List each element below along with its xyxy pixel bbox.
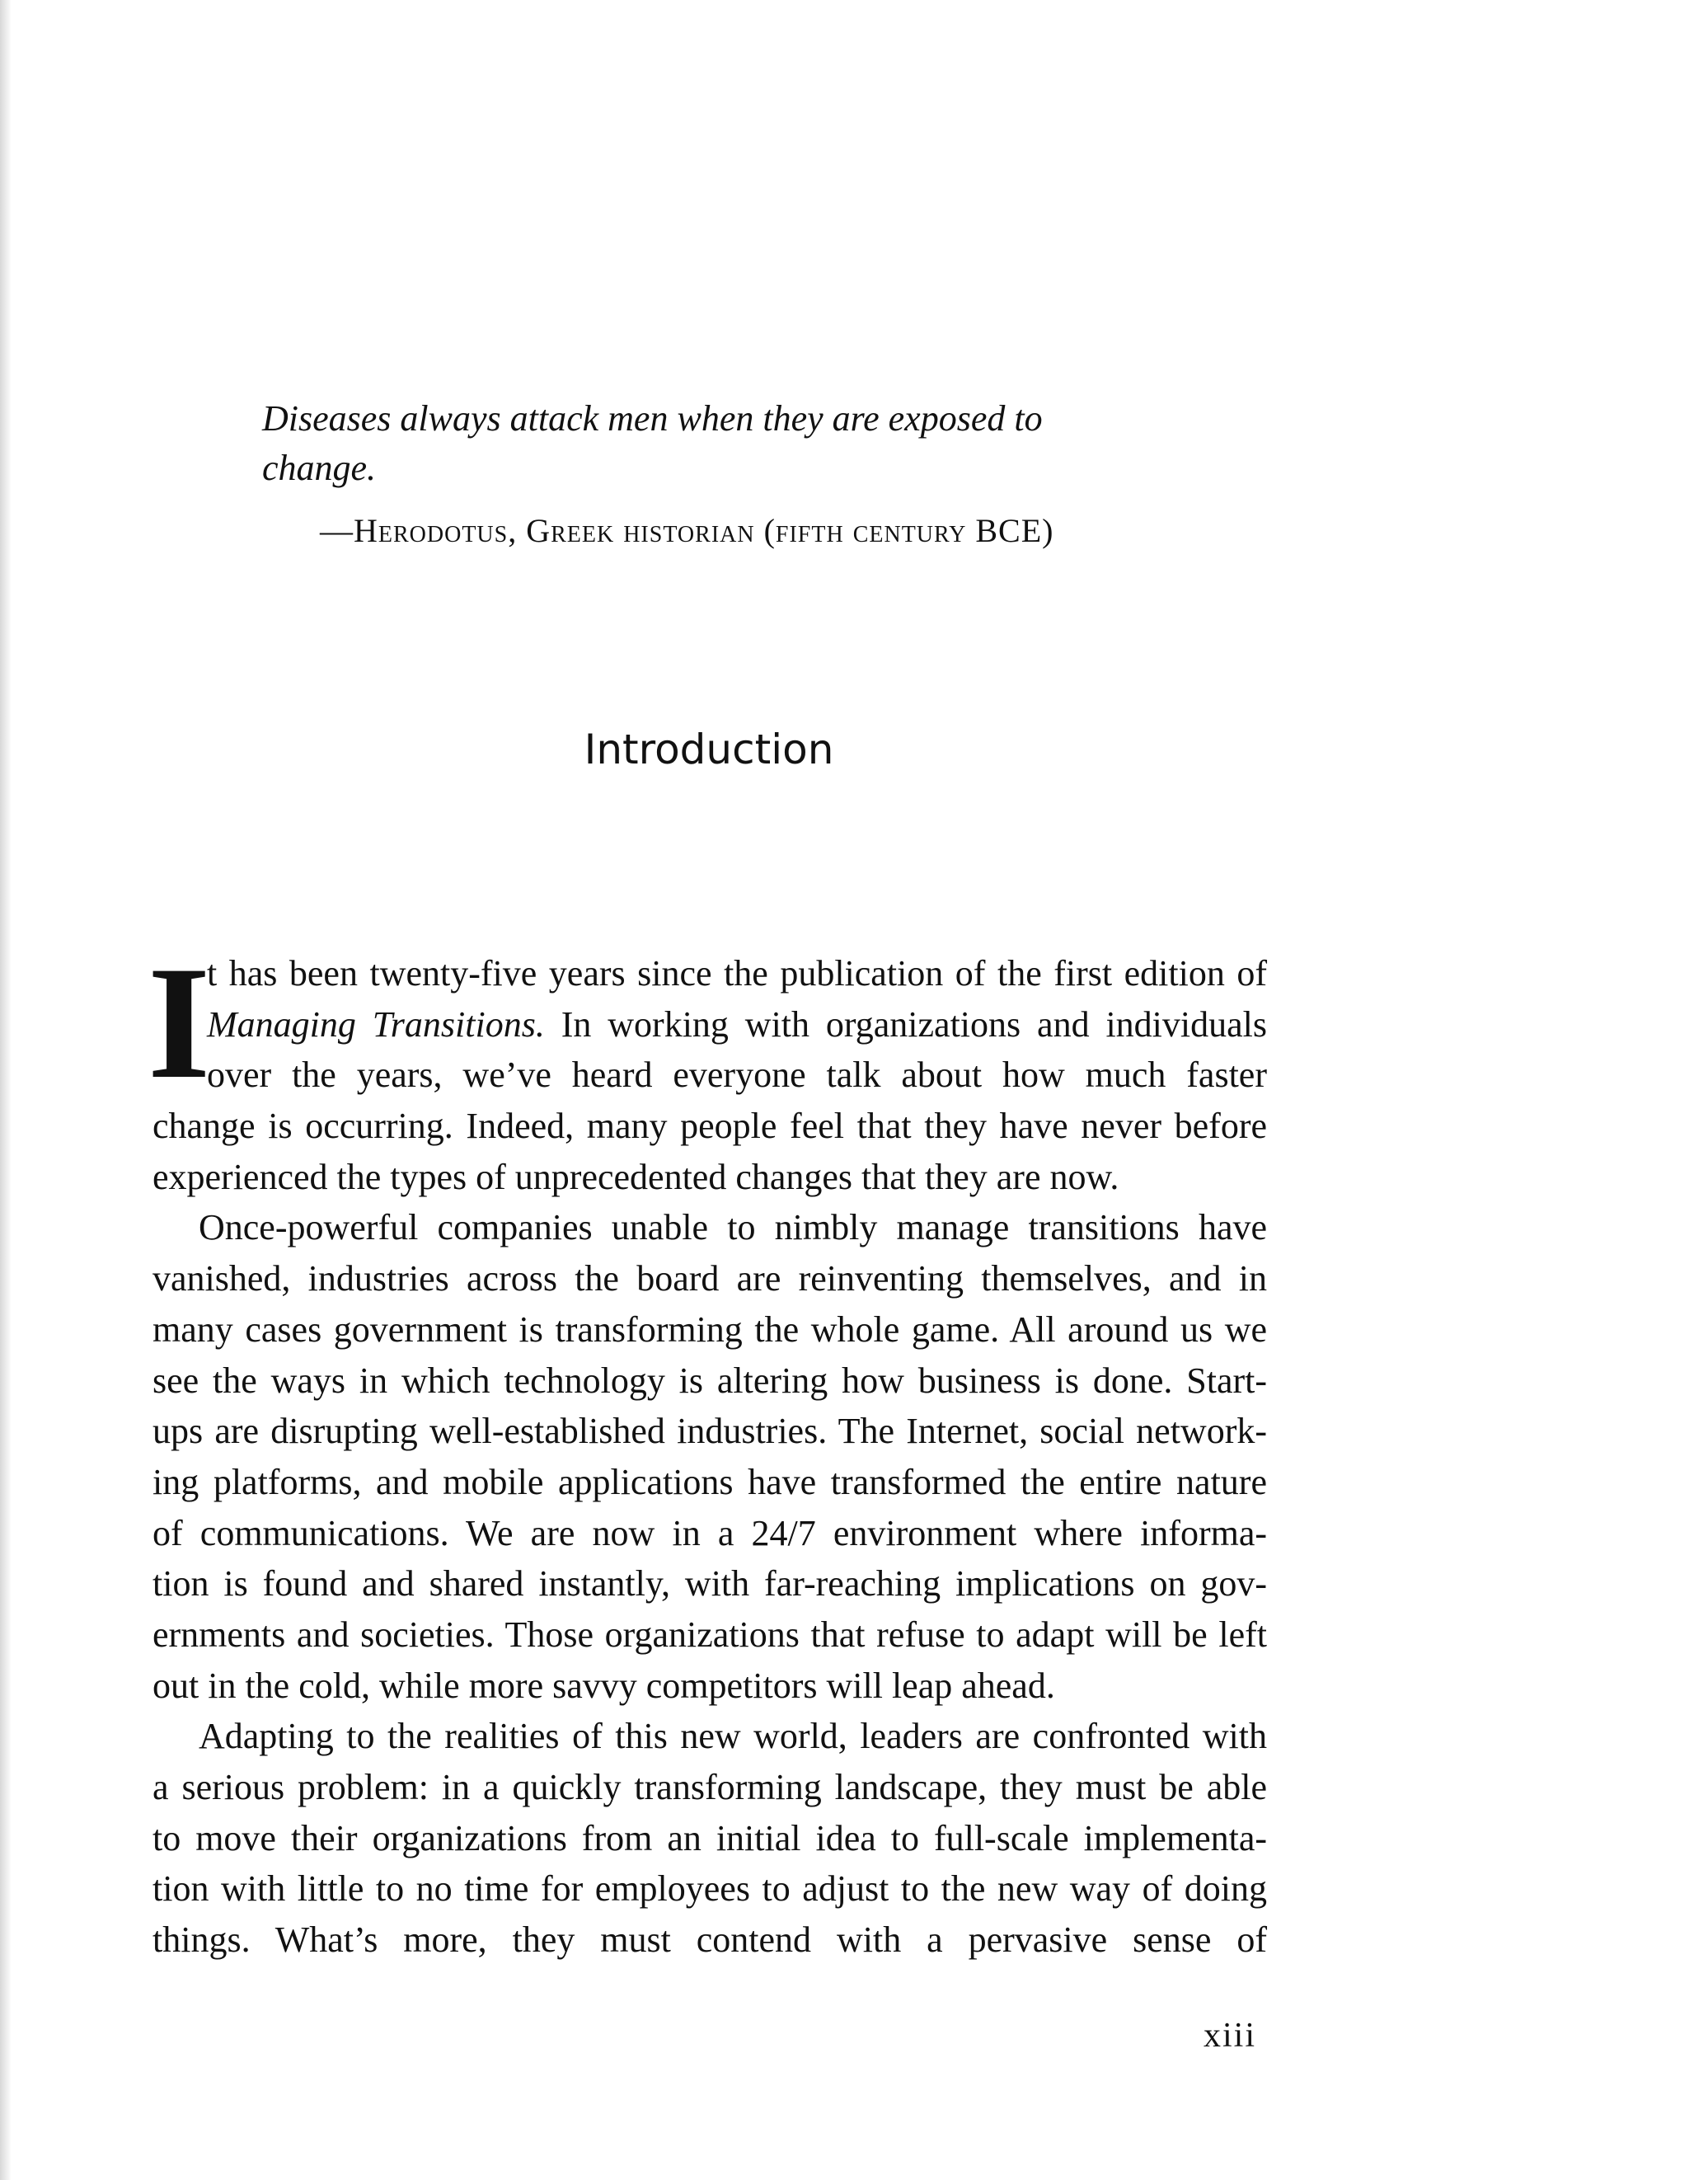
text-line: Once-powerful companies unable to nimbly manage transitions have [199,1207,1267,1248]
body-text [148,933,1268,1966]
text-line: ups are disrupting well-established industries. The Internet, social network- [152,1411,1267,1452]
text-line: tion with little to no time for employees to adjust to the new way of doing [152,1868,1267,1910]
text-line: t has been twenty-five years since the publication of the first edition of [207,953,1267,994]
drop-cap: I [148,933,211,1112]
text-line: tion is found and shared instantly, with far-reaching implications on gov- [152,1563,1267,1604]
epigraph-attribution: —Herodotus, Greek historian (fifth century BCE) [320,512,1054,549]
text-line: Adapting to the realities of this new world, leaders are confronted with [199,1716,1267,1757]
text-line [152,999,1267,1050]
text-line: a serious problem: in a quickly transforming landscape, they must be able [152,1767,1267,1807]
page-number: xiii [1204,2017,1257,2055]
epigraph-quote [262,394,1103,493]
text-line: change is occurring. Indeed, many people feel that they have never before [152,1106,1267,1147]
text-line: ing platforms, and mobile applications have transformed the entire nature [152,1461,1267,1502]
text-line: to move their organizations from an initial idea to full-scale implementa- [152,1817,1267,1858]
text-line: many cases government is transforming the whole game. All around us we [152,1308,1267,1350]
epigraph-line: Diseases always attack men when they are exposed to [262,398,1043,439]
text-line: things. What’s more, they must contend with a pervasive sense of [152,1919,1267,1961]
book-title: Managing Transitions. [207,1003,545,1045]
chapter-title: Introduction [584,726,834,773]
text-line: experienced the types of unprecedented changes that they are now. [152,1156,1119,1197]
text-line: over the years, we’ve heard everyone talk about how much faster [207,1055,1267,1096]
epigraph-line: change. [262,448,377,488]
text-line: vanished, industries across the board are reinventing themselves, and in [152,1258,1267,1299]
text-line: of communications. We are now in a 24/7 environment where informa- [152,1512,1267,1553]
text-line: see the ways in which technology is altering how business is done. Start- [152,1360,1267,1401]
text-line: out in the cold, while more savvy competitors will leap ahead. [152,1665,1055,1706]
text-span: In working with organizations and individuals [544,1003,1268,1045]
text-line: ernments and societies. Those organizations that refuse to adapt will be left [152,1614,1267,1655]
scan-edge [0,0,12,2180]
